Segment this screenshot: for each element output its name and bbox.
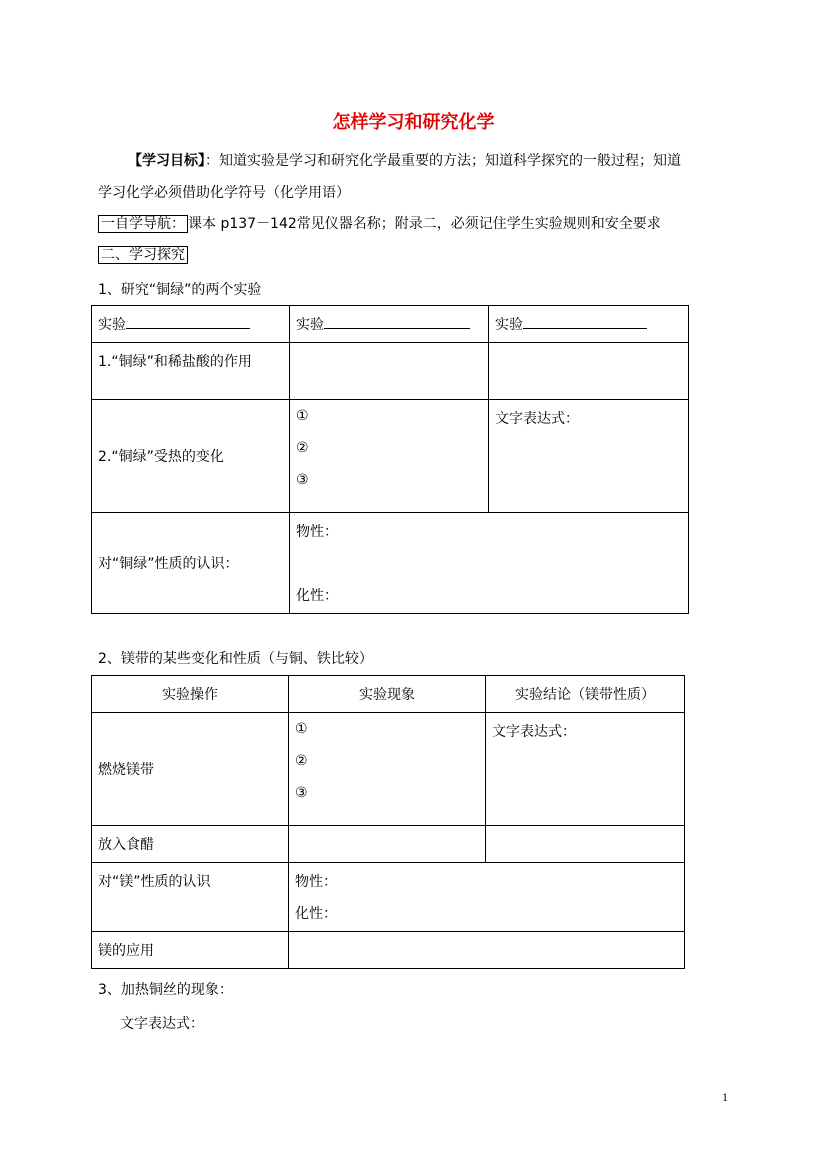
marker-1: ① [295, 721, 308, 737]
table-cell: 对“铜绿”性质的认识： [92, 513, 290, 614]
table-cell [289, 932, 685, 969]
table-cell [489, 343, 689, 400]
table-cell: 实验 [290, 306, 489, 343]
table-header: 实验现象 [289, 676, 486, 713]
learning-goal-line1 [128, 150, 681, 170]
table-cell [289, 713, 486, 826]
table-row [92, 713, 685, 826]
self-study-text: 课本 p137－142常见仪器名称；附录二，必须记住学生实验规则和安全要求 [188, 216, 661, 232]
table-cell: 2.“铜绿”受热的变化 [92, 400, 290, 513]
table-row [92, 863, 685, 932]
table-cell: 镁的应用 [92, 932, 289, 969]
table-cell [289, 863, 685, 932]
page-number: 1 [722, 1090, 728, 1104]
table-cell: 实验 [92, 306, 290, 343]
learning-inquiry [98, 246, 188, 264]
marker-2: ② [295, 753, 308, 769]
table-cell [289, 826, 486, 863]
table-row [92, 676, 685, 713]
q2-heading: 2、镁带的某些变化和性质（与铜、铁比较） [98, 651, 373, 667]
table-cell: 1.“铜绿”和稀盐酸的作用 [92, 343, 290, 400]
table-cell: 放入食醋 [92, 826, 289, 863]
copper-green-table [91, 305, 689, 614]
q3-expression-label: 文字表达式： [120, 1016, 204, 1032]
table-cell [290, 343, 489, 400]
physical-property: 物性： [296, 524, 338, 540]
table-cell: 文字表达式： [489, 400, 689, 513]
table-row [92, 932, 685, 969]
table-row [92, 343, 689, 400]
learning-goal-label: 【学习目标】 [128, 153, 205, 169]
q1-heading: 1、研究“铜绿”的两个实验 [98, 282, 262, 298]
table-cell [486, 826, 685, 863]
marker-2: ② [296, 440, 309, 456]
table-row [92, 513, 689, 614]
marker-3: ③ [296, 472, 309, 488]
marker-1: ① [296, 408, 309, 424]
self-study-label: 一自学导航： [98, 215, 188, 233]
table-cell: 燃烧镁带 [92, 713, 289, 826]
physical-property: 物性： [295, 874, 337, 890]
table-cell [290, 513, 689, 614]
learning-inquiry-label: 二、学习探究 [98, 246, 188, 264]
q3-heading: 3、加热铜丝的现象： [98, 982, 233, 998]
table-header: 实验操作 [92, 676, 289, 713]
blank-line [523, 314, 647, 329]
self-study-guide [98, 213, 661, 233]
page-title: 怎样学习和研究化学 [332, 112, 495, 133]
blank-line [126, 314, 250, 329]
blank-line [324, 314, 470, 329]
table-cell: 实验 [489, 306, 689, 343]
table-header: 实验结论（镁带性质） [486, 676, 685, 713]
learning-goal-text: ：知道实验是学习和研究化学最重要的方法；知道科学探究的一般过程；知道 [205, 153, 681, 169]
table-cell [290, 400, 489, 513]
marker-3: ③ [295, 785, 308, 801]
table-cell: 对“镁”性质的认识 [92, 863, 289, 932]
table-row [92, 400, 689, 513]
magnesium-table [91, 675, 685, 969]
chemical-property: 化性： [296, 588, 338, 604]
table-cell: 文字表达式： [486, 713, 685, 826]
learning-goal-line2: 学习化学必须借助化学符号（化学用语） [98, 185, 350, 201]
table-row [92, 826, 685, 863]
chemical-property: 化性： [295, 906, 337, 922]
table-row [92, 306, 689, 343]
